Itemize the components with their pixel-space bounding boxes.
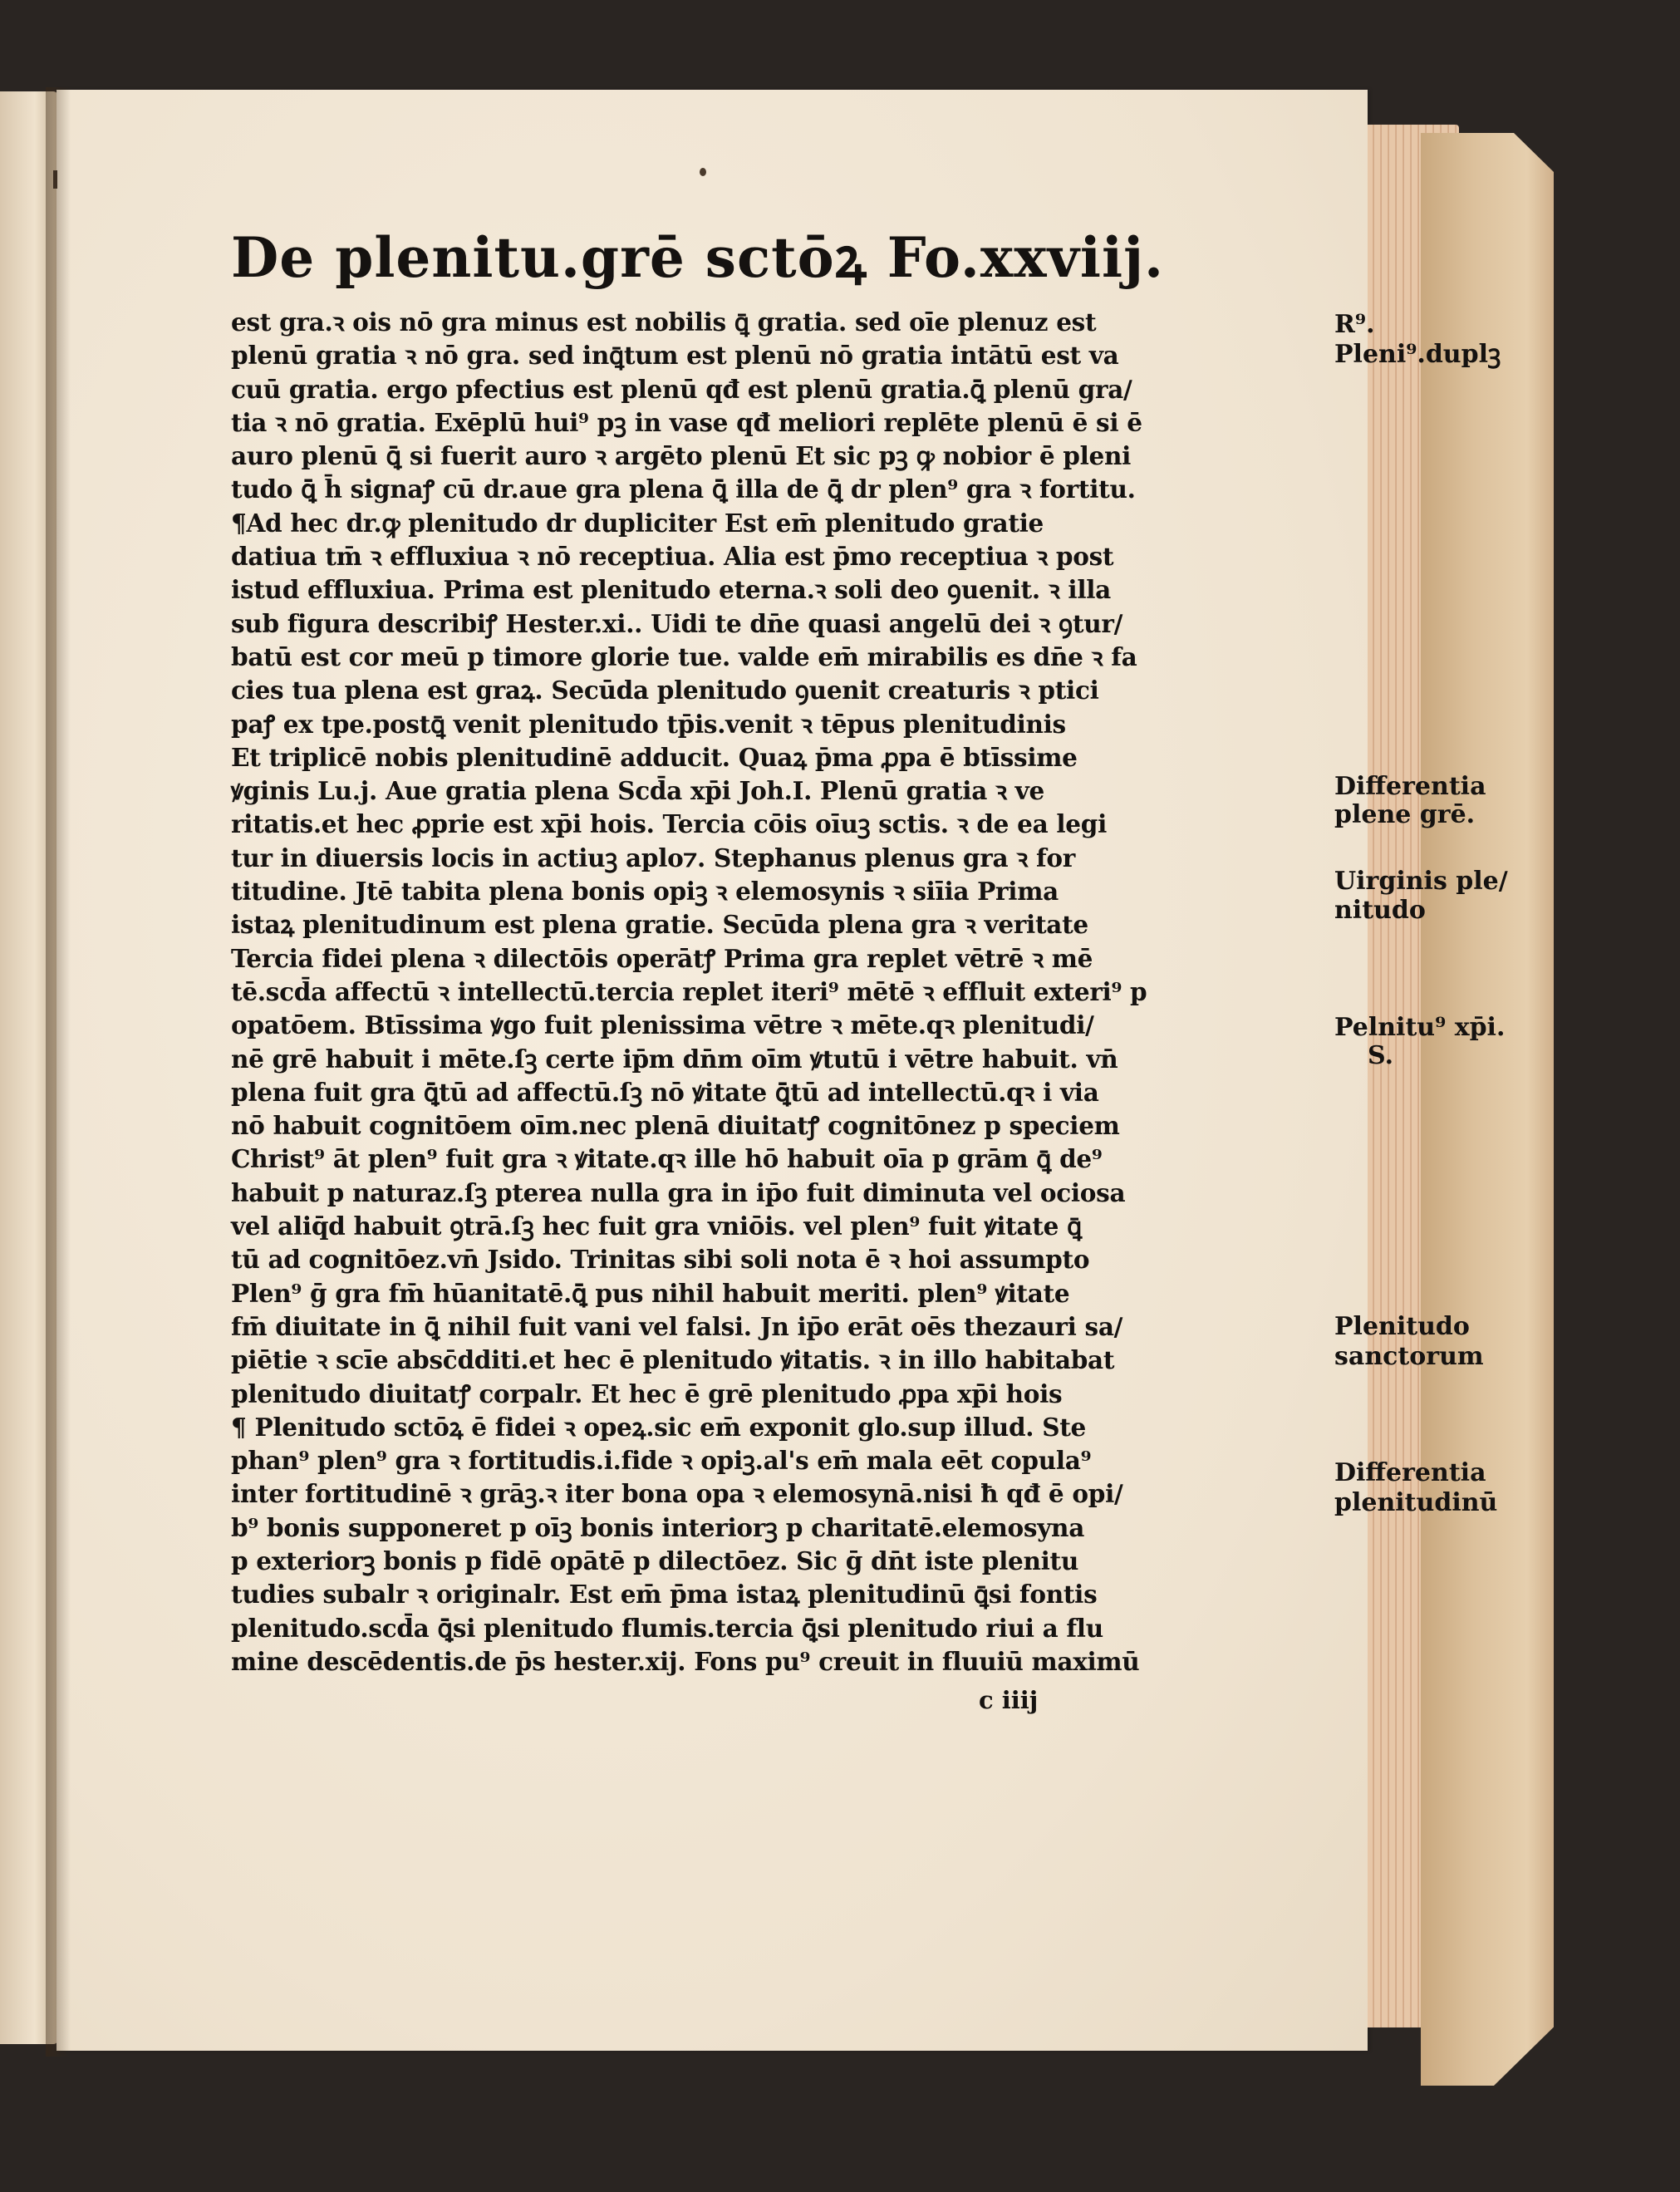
text-line: tia ꝛ nō gratia. Exēplū hui⁹ pꝫ in vase qđ meliori replēte plenū ē si ē xyxy=(231,407,1142,437)
text-line: tudies subalr ꝛ originalr. Est em̄ p̄ma istaꝝ plenitudinū ꝗ̄si fontis xyxy=(231,1580,1098,1610)
vellum-cover xyxy=(1421,133,1554,2086)
marginal-note: R⁹. xyxy=(1334,310,1375,339)
text-line: nō habuit cognitōem oīm.nec plenā diuitatꝭ cognitōnez p speciem xyxy=(231,1111,1120,1141)
marginal-note: Differentia xyxy=(1334,1458,1486,1487)
text-line: plenū gratia ꝛ nō gra. sed inꝗ̄tum est plenū nō gratia intātū est va xyxy=(231,341,1119,371)
ink-dot xyxy=(700,168,706,176)
ink-tick xyxy=(53,170,57,189)
text-block xyxy=(231,223,1508,1717)
text-line: p exteriorꝫ bonis p fidē opātē p dilectōez. Sic ḡ dn̄t iste plenitu xyxy=(231,1546,1078,1575)
text-line: Plen⁹ ḡ gra fm̄ hūanitatē.ꝗ̄ pus nihil habuit meriti. plen⁹ ꝟitate xyxy=(231,1278,1070,1308)
text-line: cuū gratia. ergo pfectius est plenū qđ est plenū gratia.ꝗ̄ plenū gra/ xyxy=(231,374,1132,404)
text-line: batū est cor meū p timore glorie tue. valde em̄ mirabilis es dn̄e ꝛ fa xyxy=(231,641,1137,671)
marginal-note: plene grē. xyxy=(1334,800,1476,829)
text-line: nē grē habuit i mēte.ſꝫ certe ip̄m dn̄m oīm ꝟtutū i vētre habuit. vn̄ xyxy=(231,1044,1118,1074)
text-line: ritatis.et hec ꝓprie est xp̄i hois. Tercia cōis oīuꝫ sctis. ꝛ de ea legi xyxy=(231,809,1107,839)
text-line: ¶Ad hec dr.ꝙ plenitudo dr dupliciter Est em̄ plenitudo gratie xyxy=(231,508,1044,538)
text-line: habuit p naturaz.ſꝫ pterea nulla gra in ip̄o fuit diminuta vel ociosa xyxy=(231,1177,1126,1207)
text-line: inter fortitudinē ꝛ grāꝫ.ꝛ iter bona opa ꝛ elemosynā.nisi ħ qđ ē opi/ xyxy=(231,1479,1123,1509)
text-line: plena fuit gra ꝗ̄tū ad affectū.ſꝫ nō ꝟitate ꝗ̄tū ad intellectū.qꝛ i via xyxy=(231,1077,1099,1107)
text-line: istaꝝ plenitudinum est plena gratie. Secūda plena gra ꝛ veritate xyxy=(231,910,1088,940)
text-line: paꝭ ex tpe.postꝗ̄ venit plenitudo tp̄is.venit ꝛ tēpus plenitudinis xyxy=(231,709,1066,739)
marginal-note: plenitudinū xyxy=(1334,1488,1498,1517)
marginal-note: Plenitudo xyxy=(1334,1312,1470,1341)
text-line: b⁹ bonis supponeret p oīꝫ bonis interiorꝫ p charitatē.elemosyna xyxy=(231,1512,1085,1542)
marginal-note: S. xyxy=(1368,1041,1394,1070)
text-line: ꝟginis Lu.j. Aue gratia plena Scd̄a xp̄i Joh.I. Plenū gratia ꝛ ve xyxy=(231,776,1044,806)
text-line: Tercia fidei plena ꝛ dilectōis operātꝭ Prima gra replet vētrē ꝛ mē xyxy=(231,943,1093,973)
text-line: tū ad cognitōez.vn̄ Jsido. Trinitas sibi soli nota ē ꝛ hoi assumpto xyxy=(231,1245,1090,1275)
marginal-note: sanctorum xyxy=(1334,1342,1484,1371)
signature-mark: c iiij xyxy=(979,1686,1039,1715)
text-line: titudine. Jtē tabita plena bonis opiꝫ ꝛ elemosynis ꝛ siīia Prima xyxy=(231,877,1059,907)
text-line: ¶ Plenitudo sctōꝝ ē fidei ꝛ opeꝝ.sic em̄ exponit glo.sup illud. Ste xyxy=(231,1412,1087,1442)
text-line: phan⁹ plen⁹ gra ꝛ fortitudis.i.fide ꝛ opiꝫ.al's em̄ mala eēt copula⁹ xyxy=(231,1446,1092,1476)
marginal-note: nitudo xyxy=(1334,896,1426,925)
text-line: auro plenū ꝗ̄ si fuerit auro ꝛ argēto plenū Et sic pꝫ ꝙ nobior ē pleni xyxy=(231,441,1132,471)
text-line: mine descēdentis.de p̄s hester.xij. Fons pu⁹ creuit in fluuiū maximū xyxy=(231,1646,1140,1676)
marginal-note: Uirginis ple/ xyxy=(1334,867,1508,896)
text-line: istud effluxiua. Prima est plenitudo eterna.ꝛ soli deo ꝯuenit. ꝛ illa xyxy=(231,575,1111,605)
running-head: De plenitu.grē sctōꝝ Fo.xxviij. xyxy=(231,225,1164,290)
text-line: tur in diuersis locis in actiuꝫ aplo⁊. Stephanus plenus gra ꝛ for xyxy=(231,843,1075,872)
text-line: tē.scd̄a affectū ꝛ intellectū.tercia replet iteri⁹ mētē ꝛ effluit exteri⁹ p xyxy=(231,976,1147,1006)
text-line: piētie ꝛ scīe absc̄dditi.et hec ē plenitudo ꝟitatis. ꝛ in illo habitabat xyxy=(231,1345,1115,1375)
text-line: sub figura describiꝭ Hester.xi.. Uidi te dn̄e quasi angelū dei ꝛ ꝯtur/ xyxy=(231,608,1123,638)
body-text xyxy=(231,306,1147,1678)
marginal-note: Pelnitu⁹ xp̄i. xyxy=(1334,1013,1506,1042)
text-line: Christ⁹ āt plen⁹ fuit gra ꝛ ꝟitate.qꝛ ille hō habuit oīa p grām ꝗ̄ de⁹ xyxy=(231,1144,1103,1174)
text-line: vel aliq̄d habuit ꝯtrā.ſꝫ hec fuit gra vniōis. vel plen⁹ fuit ꝟitate ꝗ̄ xyxy=(231,1211,1082,1241)
text-line: cies tua plena est graꝝ. Secūda plenitudo ꝯuenit creaturis ꝛ ptici xyxy=(231,676,1099,705)
gutter-shadow xyxy=(46,87,71,2057)
marginal-note: Differentia xyxy=(1334,772,1486,801)
text-line: datiua tm̄ ꝛ effluxiua ꝛ nō receptiua. Alia est p̄mo receptiua ꝛ post xyxy=(231,542,1114,572)
text-line: plenitudo.scd̄a ꝗ̄si plenitudo flumis.tercia ꝗ̄si plenitudo riui a flu xyxy=(231,1613,1103,1643)
text-line: plenitudo diuitatꝭ corpalr. Et hec ē grē plenitudo ꝓpa xp̄i hois xyxy=(231,1379,1063,1408)
text-line: tudo ꝗ̄ h̄ signaꝭ cū dr.aue gra plena ꝗ̄ illa de ꝗ̄ dr plen⁹ gra ꝛ fortitu. xyxy=(231,474,1136,504)
text-line: opatōem. Btīssima ꝟgo fuit plenissima vētre ꝛ mēte.qꝛ plenitudi/ xyxy=(231,1010,1094,1040)
marginal-note: Pleni⁹.duplꝫ xyxy=(1334,340,1501,369)
text-line: Et triplicē nobis plenitudinē adducit. Quaꝝ p̄ma ꝓpa ē btīssime xyxy=(231,742,1078,772)
text-line: est gra.ꝛ ois nō gra minus est nobilis ꝗ̄ gratia. sed oīe plenuz est xyxy=(231,307,1097,337)
text-line: fm̄ diuitate in ꝗ̄ nihil fuit vani vel falsi. Jn ip̄o erāt oēs thezauri sa/ xyxy=(231,1311,1123,1341)
